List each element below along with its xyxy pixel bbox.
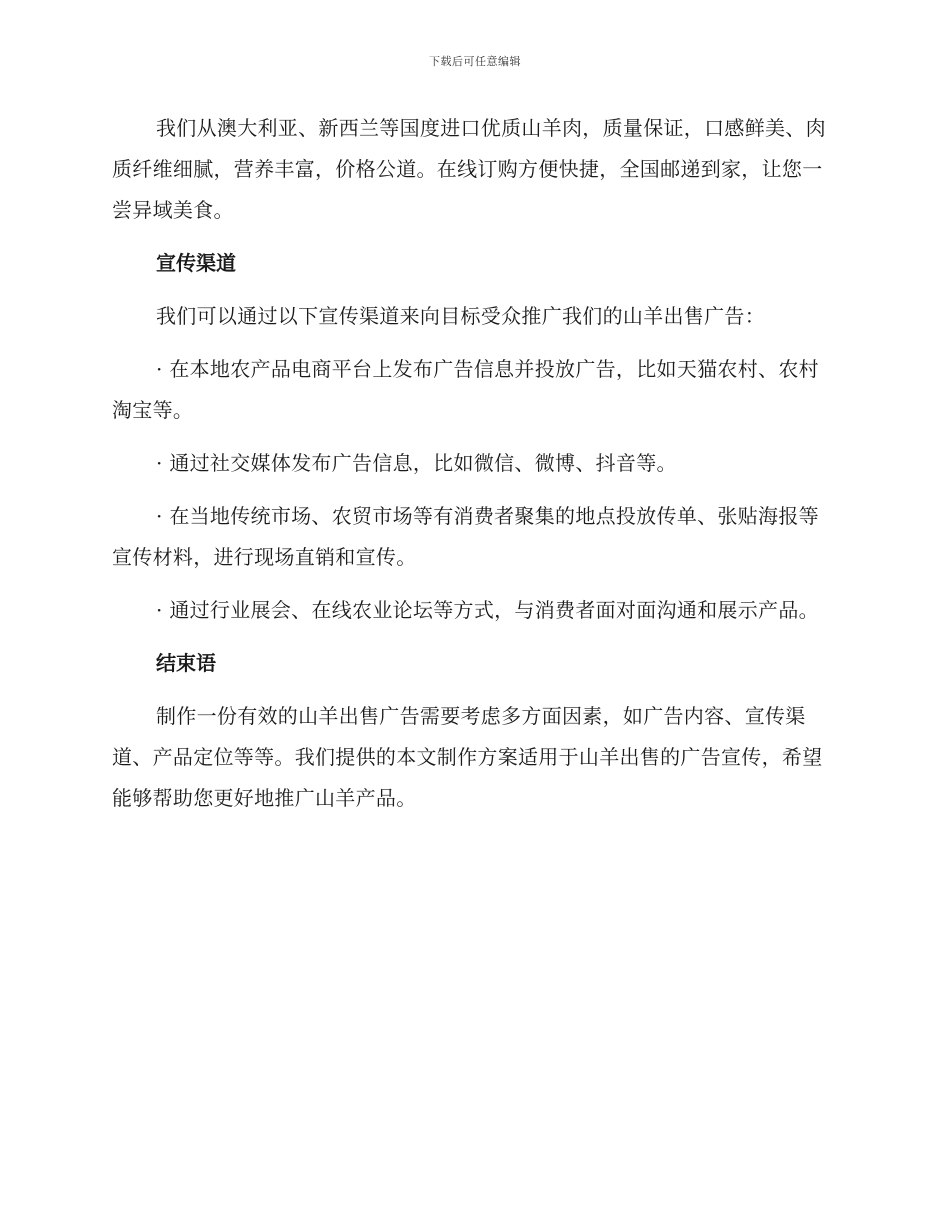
header-note: 下载后可任意编辑 [429, 55, 521, 68]
channels-lead-paragraph: 我们可以通过以下宣传渠道来向目标受众推广我们的山羊出售广告： [156, 304, 765, 328]
section-heading-conclusion: 结束语 [156, 651, 216, 675]
channel-item: · 在本地农产品电商平台上发布广告信息并投放广告，比如天猫农村、农村淘宝等。 [112, 357, 819, 422]
channel-item: · 在当地传统市场、农贸市场等有消费者聚集的地点投放传单、张贴海报等宣传材料，进行现场直销和宣传。 [112, 504, 819, 569]
channel-item: · 通过社交媒体发布广告信息，比如微信、微博、抖音等。 [156, 451, 677, 475]
channel-item: · 通过行业展会、在线农业论坛等方式，与消费者面对面沟通和展示产品。 [156, 598, 819, 622]
conclusion-paragraph: 制作一份有效的山羊出售广告需要考虑多方面因素，如广告内容、宣传渠道、产品定位等等。我们提供的本文制作方案适用于山羊出售的广告宣传，希望能够帮助您更好地推广山羊产品。 [112, 704, 823, 810]
intro-paragraph: 我们从澳大利亚、新西兰等国度进口优质山羊肉，质量保证，口感鲜美、肉质纤维细腻，营养丰富，价格公道。在线订购方便快捷，全国邮递到家，让您一尝异域美食。 [112, 116, 826, 222]
document-body [112, 108, 832, 831]
section-heading-channels: 宣传渠道 [156, 251, 236, 275]
